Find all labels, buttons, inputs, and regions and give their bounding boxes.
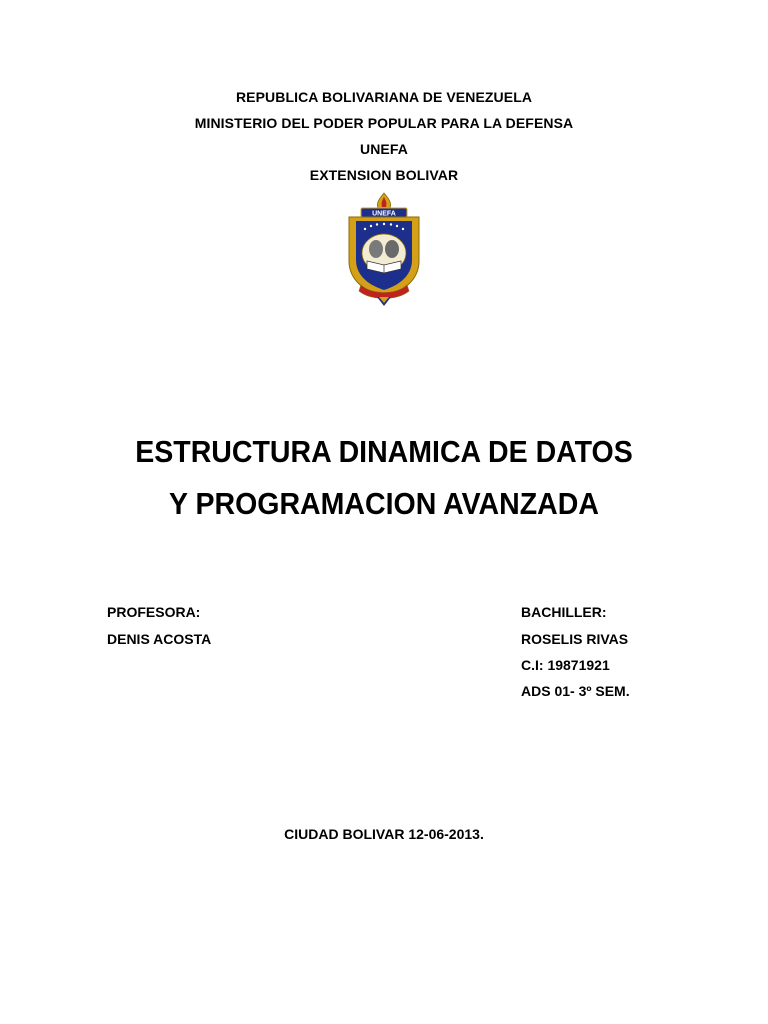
header-ministry: MINISTERIO DEL PODER POPULAR PARA LA DEFENSA <box>194 115 574 131</box>
student-name: ROSELIS RIVAS <box>521 631 629 647</box>
svg-text:UNEFA: UNEFA <box>372 210 396 218</box>
student-id: C.I: 19871921 <box>521 657 610 673</box>
document-title-line-1: ESTRUCTURA DINAMICA DE DATOS <box>135 434 633 469</box>
student-label: BACHILLER: <box>521 604 607 620</box>
student-section: ADS 01- 3º SEM. <box>521 683 630 699</box>
professor-name: DENIS ACOSTA <box>107 631 212 647</box>
document-title-line-2: Y PROGRAMACION AVANZADA <box>169 486 599 521</box>
professor-label: PROFESORA: <box>107 604 201 620</box>
header-extension: EXTENSION BOLIVAR <box>309 167 459 183</box>
header-country: REPUBLICA BOLIVARIANA DE VENEZUELA <box>235 89 533 105</box>
header-institution: UNEFA <box>360 141 408 157</box>
unefa-crest-logo <box>343 191 425 307</box>
place-date: CIUDAD BOLIVAR 12-06-2013. <box>284 826 484 842</box>
